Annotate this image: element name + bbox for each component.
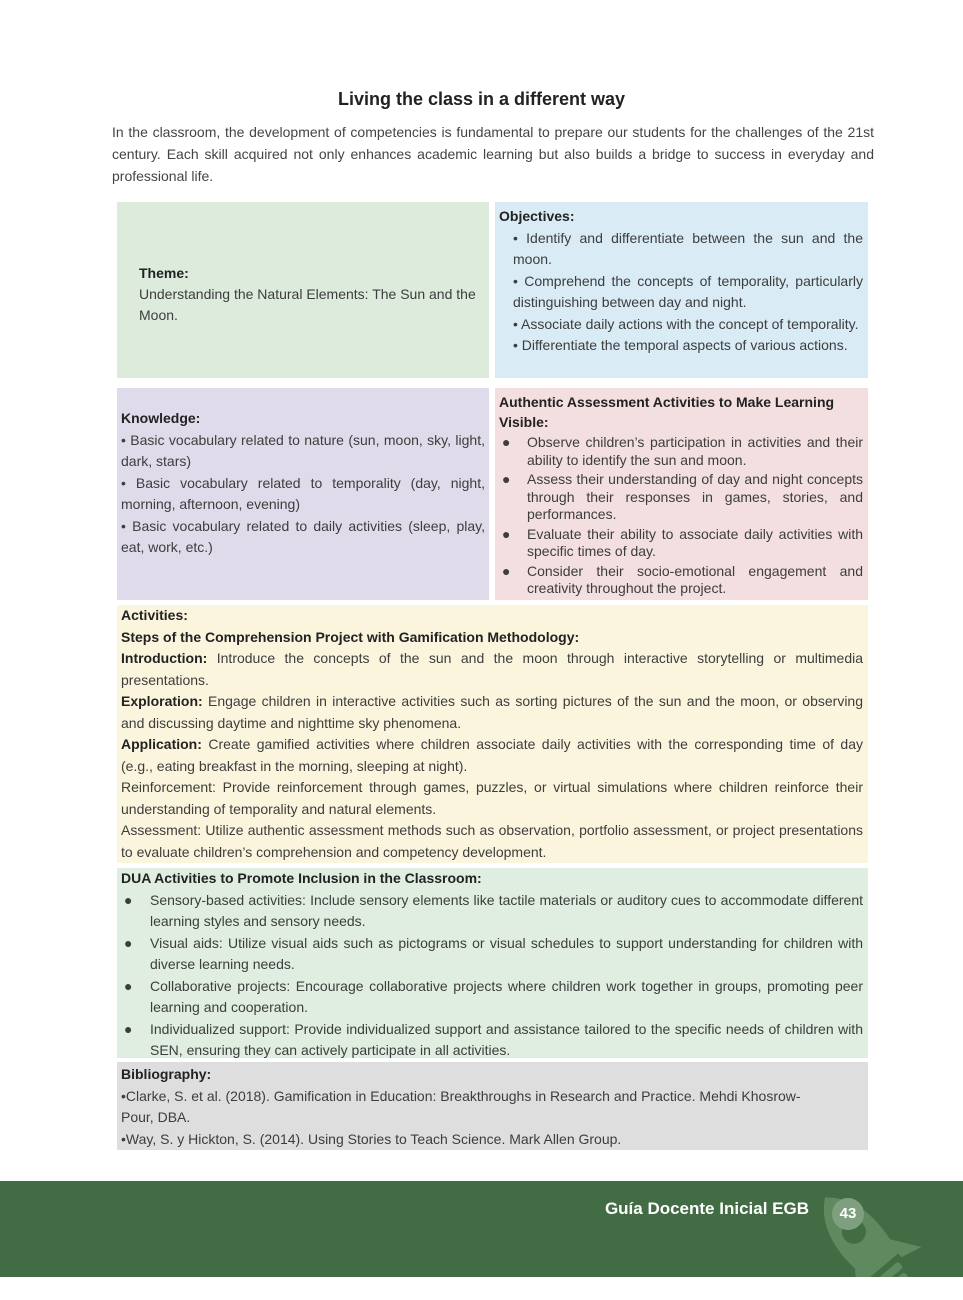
bullet-icon: ● [502,562,511,579]
objective-item: • Comprehend the concepts of temporality, particularly distinguishing between day and night. [513,272,863,310]
knowledge-item: • Basic vocabulary related to temporality (day, night, morning, afternoon, evening) [121,474,485,512]
bullet-icon: ● [502,471,511,487]
activity-step: Exploration: Engage children in interactive activities such as sorting pictures of the sun and the moon, or observing and discussing daytime and nighttime sky phenomena. [121,693,863,731]
activity-reinforcement: Reinforcement: Provide reinforcement through games, puzzles, or virtual simulations where children reinforce their understanding of temporality and natural elements. [121,779,863,817]
page-number: 43 [832,1198,864,1230]
assessment-item: ● Consider their socio-emotional engagement and creativity throughout the project. [502,562,863,596]
assessment-item: ● Evaluate their ability to associate daily activities with specific times of day. [502,525,863,559]
bibliography-item: •Clarke, S. et al. (2018). Gamification in Education: Breakthroughs in Research and Practice. Mehdi Khosrow-Pour, DBA. [121,1087,801,1125]
theme-text: Understanding the Natural Elements: The Sun and the Moon. [139,286,476,323]
objectives-panel [495,202,868,378]
bullet-icon: ● [502,434,511,450]
bibliography-panel [117,1062,868,1150]
page-footer [0,1181,963,1277]
assessment-item: ● Assess their understanding of day and night concepts through their responses in games, stories, and performances. [502,471,863,522]
activities-panel [117,605,868,863]
knowledge-item: • Basic vocabulary related to nature (sun, moon, sky, light, dark, stars) [121,431,485,469]
assessment-item: ● Observe children’s participation in activities and their ability to identify the sun and moon. [502,434,863,468]
bullet-icon: ● [124,891,133,908]
dua-panel [117,868,868,1058]
dua-item: ● Individualized support: Provide individualized support and assistance tailored to the specific needs of children with SEN, ensuring they can actively participate in all activities. [124,1020,863,1058]
dua-item: ● Visual aids: Utilize visual aids such as pictograms or visual schedules to support understanding for children with diverse learning needs. [124,934,863,972]
objective-item: • Associate daily actions with the concept of temporality. [513,315,859,332]
activity-step: Application: Create gamified activities where children associate daily activities with the corresponding time of day (e.g., eating breakfast in the morning, sleeping at night). [121,736,864,774]
assessment-label: Authentic Assessment Activities to Make Learning Visible: [499,394,835,430]
bullet-icon: ● [124,1020,133,1037]
objective-item: • Identify and differentiate between the sun and the moon. [513,229,863,267]
objective-item: • Differentiate the temporal aspects of various actions. [513,337,848,353]
rocket-icon [800,1181,963,1277]
knowledge-label: Knowledge: [121,410,201,426]
dua-item: ● Collaborative projects: Encourage collaborative projects where children work together in groups, promoting peer learning and cooperation. [124,977,863,1015]
dua-item: ● Sensory-based activities: Include sensory elements like tactile materials or auditory cues to accommodate different learning styles and sensory needs. [124,891,863,929]
knowledge-panel [117,388,489,600]
book-title: Guía Docente Inicial EGB [604,1199,809,1218]
assessment-panel [495,388,868,600]
bibliography-label: Bibliography: [121,1066,212,1082]
dua-label: DUA Activities to Promote Inclusion in the Classroom: [121,870,482,886]
bibliography-item: •Way, S. y Hickton, S. (2014). Using Stories to Teach Science. Mark Allen Group. [121,1130,622,1147]
bullet-icon: ● [502,525,511,542]
bullet-icon: ● [124,977,133,994]
activities-subtitle: Steps of the Comprehension Project with Gamification Methodology: [121,628,580,645]
knowledge-item: • Basic vocabulary related to daily activities (sleep, play, eat, work, etc.) [121,517,485,555]
activity-step: Introduction: Introduce the concepts of the sun and the moon through interactive storytelling or multimedia presentations. [121,650,864,688]
objectives-label: Objectives: [499,208,575,224]
theme-label: Theme: [139,265,189,281]
bullet-icon: ● [124,934,133,951]
page-title: Living the class in a different way [337,89,626,109]
theme-panel [117,202,489,378]
activities-label: Activities: [121,607,188,623]
activity-assessment: Assessment: Utilize authentic assessment methods such as observation, portfolio assessment, or project presentations to evaluate children’s comprehension and competency development. [121,822,863,860]
intro-paragraph: In the classroom, the development of competencies is fundamental to prepare our students for the challenges of the 21st century. Each skill acquired not only enhances academic learning but also builds a bridge to success in everyday and professional life. [112,124,874,184]
